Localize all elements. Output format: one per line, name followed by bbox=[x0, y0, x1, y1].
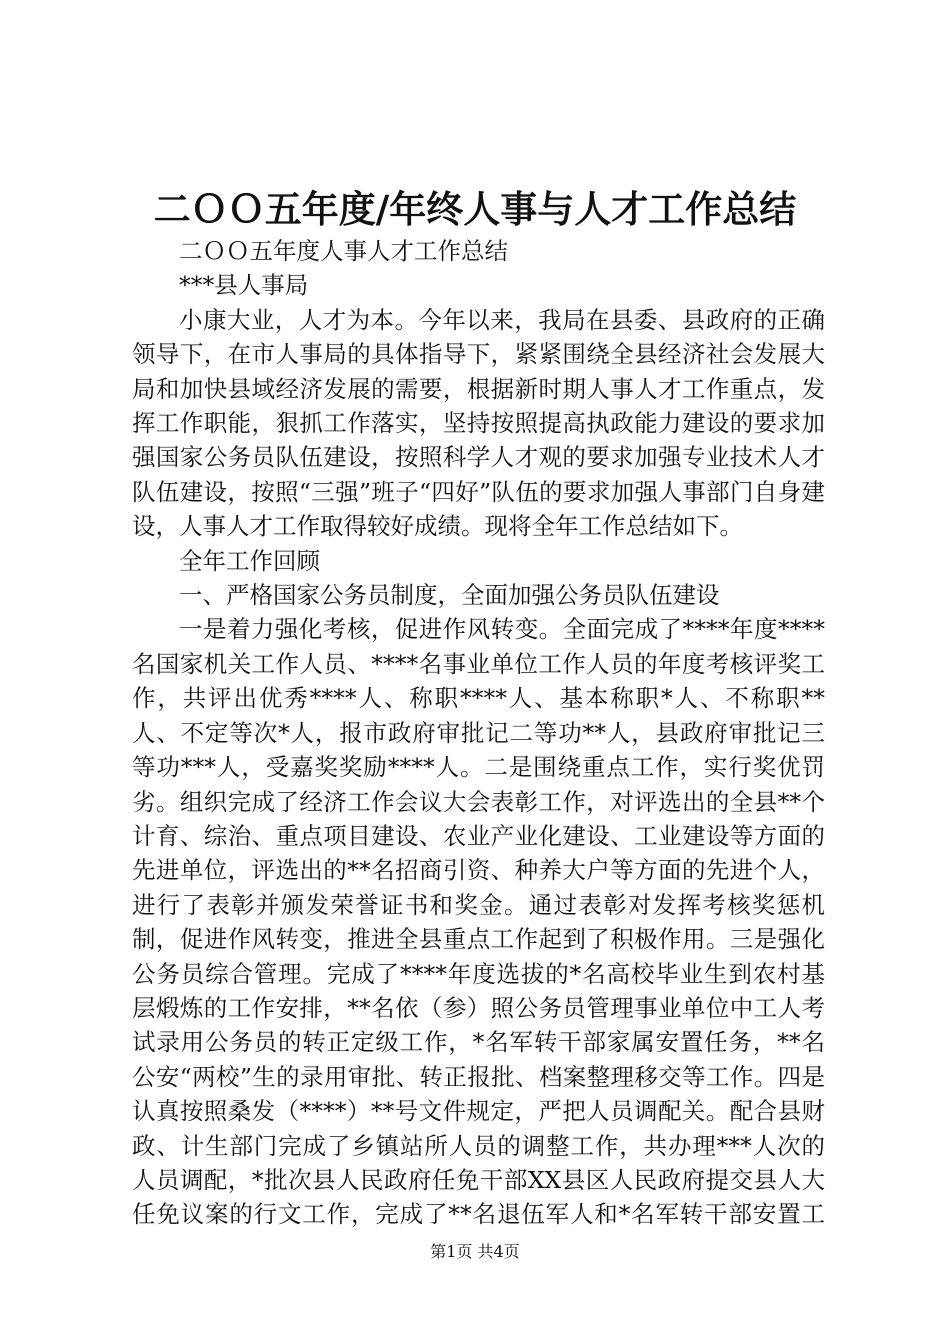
document-title: 二ＯＯ五年度/年终人事与人才工作总结 bbox=[153, 187, 797, 231]
paragraph-body: 一是着力强化考核，促进作风转变。全面完成了****年度****名国家机关工作人员、****名事业单位工作人员的年度考核评奖工作，共评出优秀****人、称职****人、基本称职*人、不称职**人、不定等次*人，报市政府审批记二等功**人，县政府审批记三等功***人，受嘉奖奖励****人。二是围绕重点工作，实行奖优罚劣。组织完成了经济工作会议大会表彰工作，对评选出的全县**个计育、综治、重点项目建设、农业产业化建设、工业建设等方面的先进单位，评选出的**名招商引资、种养大户等方面的先进个人，进行了表彰并颁发荣誉证书和奖金。通过表彰对发挥考核奖惩机制，促进作风转变，推进全县重点工作起到了积极作用。三是强化公务员综合管理。完成了****年度选拔的*名高校毕业生到农村基层煅炼的工作安排，**名依（参）照公务员管理事业单位中工人考试录用公务员的转正定级工作，*名军转干部家属安置任务，**名公安“两校”生的录用审批、转正报批、档案整理移交等工作。四是认真按照桑发（****）**号文件规定，严把人员调配关。配合县财政、计生部门完成了乡镇站所人员的调整工作，共办理***人次的人员调配，*批次县人民政府任免干部XX县区人民政府提交县人大任免议案的行文工作，完成了**名退伍军人和*名军转干部安置工 bbox=[132, 615, 825, 1229]
paragraph-subsection-heading: 一、严格国家公务员制度，全面加强公务员队伍建设 bbox=[179, 581, 720, 610]
paragraph-section-heading: 全年工作回顾 bbox=[179, 546, 320, 575]
page-footer: 第1页 共4页 bbox=[430, 1242, 520, 1261]
paragraph-author: ***县人事局 bbox=[179, 271, 309, 300]
document-body bbox=[132, 234, 825, 1232]
paragraph-intro: 小康大业，人才为本。今年以来，我局在县委、县政府的正确领导下，在市人事局的具体指导下，紧紧围绕全县经济社会发展大局和加快县域经济发展的需要，根据新时期人事人才工作重点，发挥工作职能，狠抓工作落实，坚持按照提高执政能力建设的要求加强国家公务员队伍建设，按照科学人才观的要求加强专业技术人才队伍建设，按照“三强”班子“四好”队伍的要求加强人事部门自身建设，人事人才工作取得较好成绩。现将全年工作总结如下。 bbox=[132, 305, 825, 541]
paragraph-subtitle: 二ＯＯ五年度人事人才工作总结 bbox=[179, 237, 508, 265]
